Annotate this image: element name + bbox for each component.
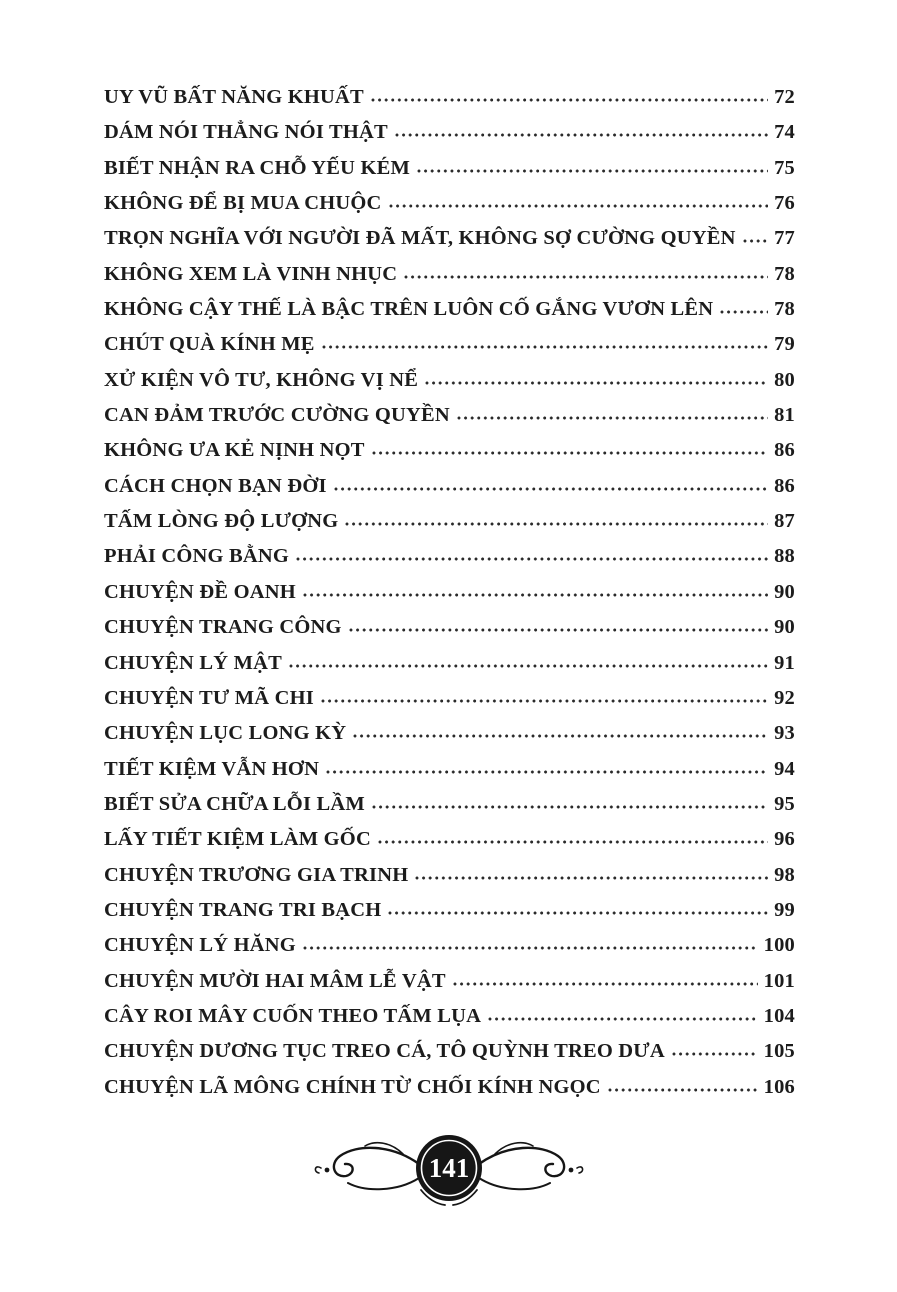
toc-entry-title: CHUYỆN DƯƠNG TỤC TREO CÁ, TÔ QUỲNH TREO DƯA [104, 1040, 665, 1063]
toc-entry-title: KHÔNG ƯA KẺ NỊNH NỌT [104, 439, 365, 462]
dotted-leader-icon [453, 982, 758, 986]
dotted-leader-icon [672, 1052, 758, 1056]
toc-entry-page: 88 [774, 545, 795, 568]
toc-entry [104, 510, 795, 545]
toc-entry [104, 581, 795, 616]
toc-entry-title: KHÔNG ĐỂ BỊ MUA CHUỘC [104, 192, 382, 215]
dotted-leader-icon [321, 699, 768, 703]
dotted-leader-icon [389, 204, 769, 208]
toc-entry-page: 78 [774, 298, 795, 321]
dotted-leader-icon [303, 593, 768, 597]
toc-entry [104, 121, 795, 156]
toc-entry-page: 100 [763, 934, 795, 957]
toc-entry-page: 74 [774, 121, 795, 144]
dotted-leader-icon [488, 1017, 758, 1021]
toc-entry [104, 439, 795, 474]
dotted-leader-icon [425, 381, 768, 385]
dotted-leader-icon [296, 557, 768, 561]
toc-entry-page: 96 [774, 828, 795, 851]
toc-entry-title: TRỌN NGHĨA VỚI NGƯỜI ĐÃ MẤT, KHÔNG SỢ CƯỜNG QUYỀN [104, 227, 736, 250]
toc-entry-page: 86 [774, 474, 795, 497]
toc-entry-title: UY VŨ BẤT NĂNG KHUẤT [104, 86, 364, 108]
toc-entry-page: 91 [774, 651, 795, 674]
toc-entry-title: CHUYỆN LÝ HĂNG [104, 934, 296, 957]
toc-entry-title: CHUYỆN TƯ MÃ CHI [104, 686, 314, 709]
dotted-leader-icon [720, 310, 768, 314]
dotted-leader-icon [303, 946, 758, 950]
toc-entry [104, 1005, 795, 1040]
dotted-leader-icon [395, 133, 768, 137]
dotted-leader-icon [289, 664, 768, 668]
dotted-leader-icon [372, 805, 768, 809]
toc-entry-page: 72 [774, 86, 795, 108]
dotted-leader-icon [378, 840, 768, 844]
toc-entry-title: CHUYỆN MƯỜI HAI MÂM LỄ VẬT [104, 969, 446, 992]
dotted-leader-icon [345, 522, 768, 526]
toc-entry-title: CHUYỆN LỤC LONG KỲ [104, 722, 347, 745]
toc-entry-page: 92 [774, 686, 795, 709]
toc-entry-page: 101 [763, 969, 795, 992]
toc-list [104, 86, 795, 1111]
toc-entry [104, 687, 795, 722]
toc-entry [104, 793, 795, 828]
toc-entry-title: BIẾT NHẬN RA CHỖ YẾU KÉM [104, 156, 411, 179]
toc-entry-title: CHUYỆN TRANG TRI BẠCH [104, 898, 382, 921]
toc-entry-title: CHUYỆN ĐỀ OANH [104, 580, 296, 603]
toc-entry-title: TIẾT KIỆM VẪN HƠN [104, 757, 320, 780]
toc-entry [104, 86, 795, 121]
toc-entry-title: CAN ĐẢM TRƯỚC CƯỜNG QUYỀN [104, 404, 450, 427]
toc-entry-page: 79 [774, 333, 795, 356]
toc-entry-title: LẤY TIẾT KIỆM LÀM GỐC [104, 828, 371, 851]
toc-entry-page: 75 [774, 156, 795, 179]
dotted-leader-icon [349, 628, 768, 632]
toc-entry-page: 80 [774, 368, 795, 391]
toc-entry-page: 78 [774, 262, 795, 285]
dotted-leader-icon [372, 451, 768, 455]
toc-entry [104, 970, 795, 1005]
flourish-icon [303, 1124, 595, 1216]
toc-entry-page: 90 [774, 580, 795, 603]
toc-entry [104, 934, 795, 969]
toc-entry-page: 98 [774, 863, 795, 886]
page-number: 141 [428, 1153, 469, 1183]
toc-entry [104, 298, 795, 333]
dotted-leader-icon [457, 416, 768, 420]
toc-entry [104, 758, 795, 793]
toc-entry-title: TẤM LÒNG ĐỘ LƯỢNG [104, 510, 339, 533]
dotted-leader-icon [404, 275, 768, 279]
dotted-leader-icon [415, 876, 768, 880]
toc-entry [104, 263, 795, 298]
toc-entry-title: PHẢI CÔNG BẰNG [104, 545, 290, 568]
dotted-leader-icon [743, 239, 768, 243]
toc-entry [104, 404, 795, 439]
dotted-leader-icon [371, 98, 768, 102]
toc-entry [104, 616, 795, 651]
toc-entry [104, 652, 795, 687]
toc-entry [104, 333, 795, 368]
toc-entry-page: 86 [774, 439, 795, 462]
toc-entry [104, 475, 795, 510]
page-footer-ornament [303, 1124, 595, 1221]
toc-entry-title: XỬ KIỆN VÔ TƯ, KHÔNG VỊ NỂ [104, 368, 419, 391]
dotted-leader-icon [334, 487, 768, 491]
toc-entry-title: BIẾT SỬA CHỮA LỖI LẦM [104, 792, 365, 815]
page-number-badge [416, 1135, 482, 1201]
toc-entry-page: 106 [763, 1075, 795, 1098]
toc-entry-title: CHÚT QUÀ KÍNH MẸ [104, 333, 315, 356]
toc-entry-page: 81 [774, 404, 795, 427]
toc-entry-title: CHUYỆN LÝ MẬT [104, 651, 282, 674]
dotted-leader-icon [353, 734, 768, 738]
toc-entry-title: DÁM NÓI THẲNG NÓI THẬT [104, 121, 388, 144]
toc-entry-title: CHUYỆN LÃ MÔNG CHÍNH TỪ CHỐI KÍNH NGỌC [104, 1075, 601, 1098]
toc-entry-page: 77 [774, 227, 795, 250]
toc-entry [104, 1076, 795, 1111]
toc-entry-page: 93 [774, 722, 795, 745]
toc-entry-title: KHÔNG CẬY THẾ LÀ BẬC TRÊN LUÔN CỐ GẮNG VƯƠN LÊN [104, 298, 714, 321]
toc-entry [104, 899, 795, 934]
dotted-leader-icon [608, 1088, 758, 1092]
dotted-leader-icon [388, 911, 768, 915]
toc-entry [104, 192, 795, 227]
toc-entry-title: CÂY ROI MÂY CUỐN THEO TẤM LỤA [104, 1004, 482, 1027]
toc-entry-page: 90 [774, 616, 795, 639]
toc-entry-page: 94 [774, 757, 795, 780]
toc-entry-title: CHUYỆN TRƯƠNG GIA TRINH [104, 863, 409, 886]
toc-entry [104, 722, 795, 757]
toc-entry [104, 227, 795, 262]
toc-entry-page: 104 [763, 1004, 795, 1027]
toc-entry [104, 369, 795, 404]
dotted-leader-icon [417, 169, 768, 173]
toc-entry-page: 105 [763, 1040, 795, 1063]
toc-entry-page: 95 [774, 792, 795, 815]
toc-entry-title: CÁCH CHỌN BẠN ĐỜI [104, 474, 327, 497]
toc-entry-page: 87 [774, 510, 795, 533]
toc-entry-title: KHÔNG XEM LÀ VINH NHỤC [104, 262, 398, 285]
toc-entry [104, 1040, 795, 1075]
dotted-leader-icon [322, 345, 768, 349]
dotted-leader-icon [326, 770, 768, 774]
toc-entry-title: CHUYỆN TRANG CÔNG [104, 616, 342, 639]
toc-entry [104, 864, 795, 899]
toc-entry-page: 99 [774, 898, 795, 921]
toc-entry [104, 157, 795, 192]
toc-entry [104, 828, 795, 863]
toc-entry [104, 545, 795, 580]
toc-entry-page: 76 [774, 192, 795, 215]
